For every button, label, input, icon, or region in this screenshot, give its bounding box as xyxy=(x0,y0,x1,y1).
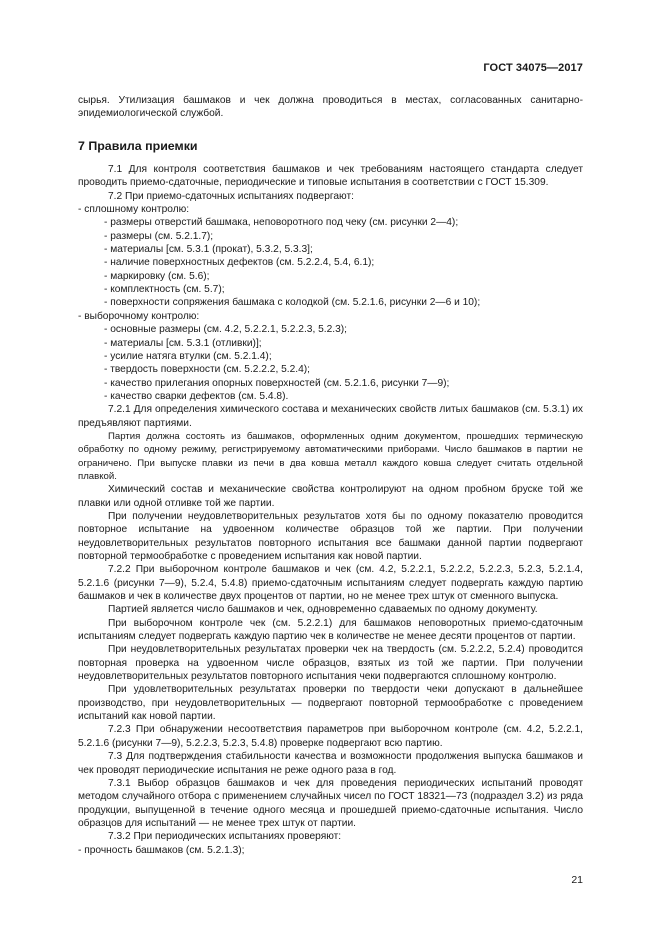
clause-7-3: 7.3 Для подтверждения стабильности качества и возможности продолжения выпуска башмаков и чек проводят периодические испытания не реже одного раза в год. xyxy=(78,751,583,776)
list-item: - размеры (см. 5.2.1.7); xyxy=(104,230,214,242)
full-control-list xyxy=(78,216,583,309)
list-item: - основные размеры (см. 4.2, 5.2.2.1, 5.2.2.3, 5.2.3); xyxy=(104,324,347,336)
list-item: - твердость поверхности (см. 5.2.2.2, 5.2.4); xyxy=(104,364,311,376)
list-item: - качество сварки дефектов (см. 5.4.8). xyxy=(104,390,289,402)
clause-7-2-1: 7.2.1 Для определения химического состава и механических свойств литых башмаков (см. 5.3.1) их предъявляют партиями. xyxy=(78,404,583,429)
list-item: - наличие поверхностных дефектов (см. 5.2.2.4, 5.4, 6.1); xyxy=(104,257,375,269)
hardness-retest-paragraph: При неудовлетворительных результатах проверки чек на твердость (см. 5.2.2.2, 5.2.4) проводится повторная проверка на удвоенном числе образцов, взятых из той же партии. При получении неудовлетворительных результатов повторного испытания чеки подвергаются сплошному контролю. xyxy=(78,644,583,683)
list-item: - качество прилегания опорных поверхностей (см. 5.2.1.6, рисунки 7—9); xyxy=(104,377,450,389)
standard-number: ГОСТ 34075—2017 xyxy=(483,62,583,74)
clause-7-2: 7.2 При приемо-сдаточных испытаниях подвергают: xyxy=(108,190,354,202)
clause-7-3-2: 7.3.2 При периодических испытаниях проверяют: xyxy=(108,831,342,843)
list-item: - усилие натяга втулки (см. 5.2.1.4); xyxy=(104,350,272,362)
list-item: - размеры отверстий башмака, неповоротного под чеку (см. рисунки 2—4); xyxy=(104,217,459,229)
sample-control-list xyxy=(78,323,583,403)
list-item: - материалы [см. 5.3.1 (прокат), 5.3.2, 5.3.3]; xyxy=(104,244,313,256)
list-item: - маркировку (см. 5.6); xyxy=(104,270,210,282)
clause-7-3-1: 7.3.1 Выбор образцов башмаков и чек для проведения периодических испытаний проводят методом случайного отбора с применением случайных чисел по ГОСТ 18321—73 (подраздел 3.2) из ряда продукции, выпущенной в течение одного месяца и прошедшей приемо-сдаточные испытания. Число образцов для испытаний — не менее трех штук от партии. xyxy=(78,777,583,829)
cheka-paragraph: При выборочном контроле чек (см. 5.2.2.1) для башмаков неповоротных приемо-сдаточным испытаниям следует подвергать каждую партию чек в количестве не менее десяти процентов от партии. xyxy=(78,617,583,643)
clause-7-2-3: 7.2.3 При обнаружении несоответствия параметров при выборочном контроле (см. 4.2, 5.2.2.1, 5.2.1.6 (рисунки 7—9), 5.2.2.3, 5.2.3, 5.4.8) проверке подвергают всю партию. xyxy=(78,724,583,749)
chem-paragraph: Химический состав и механические свойства контролируют на одном пробном бруске той же плавки или одной отливке той же партии. xyxy=(78,484,583,509)
hardness-result-paragraph: При удовлетворительных результатах проверки по твердости чеки допускают в дальнейшее производство, при неудовлетворительных — подвергают повторной термообработке с проведением испытаний как новой партии. xyxy=(78,684,583,723)
list-item: - прочность башмаков (см. 5.2.1.3); xyxy=(78,844,245,856)
list-item: - комплектность (см. 5.7); xyxy=(104,284,225,296)
full-control-label: - сплошному контролю: xyxy=(78,204,190,216)
list-item: - поверхности сопряжения башмака с колодкой (см. 5.2.1.6, рисунки 2—6 и 10); xyxy=(104,297,481,309)
page-body xyxy=(78,94,583,857)
section-title: 7 Правила приемки xyxy=(78,138,198,153)
batch-definition-paragraph: Партией является число башмаков и чек, одновременно сдаваемых по одному документу. xyxy=(108,604,538,616)
unsatisfactory-paragraph: При получении неудовлетворительных результатов хотя бы по одному показателю проводится повторное испытание на удвоенном количестве образцов той же партии. При получении неудовлетворительных результатов повторного испытания все башмаки данной партии подвергают повторной термообработке с проведением испытания как новой партии. xyxy=(78,510,583,562)
sample-control-label: - выборочному контролю: xyxy=(78,310,200,322)
list-item: - материалы [см. 5.3.1 (отливки)]; xyxy=(104,337,262,349)
intro-paragraph: сырья. Утилизация башмаков и чек должна проводиться в местах, согласованных санитарно-эпидемиологической службой. xyxy=(78,95,583,120)
batch-paragraph: Партия должна состоять из башмаков, оформленных одним документом, прошедших термическую обработку по одному режиму, регистрируемому автоматическими приборами. Число башмаков в партии не ограничено. При выпуске плавки из печи в два ковша металл каждого ковша следует считать отдельной плавкой. xyxy=(78,430,583,482)
clause-7-2-2: 7.2.2 При выборочном контроле башмаков и чек (см. 4.2, 5.2.2.1, 5.2.2.2, 5.2.2.3, 5.2.3, 5.2.1.4, 5.2.1.6 (рисунки 7—9), 5.2.4, 5.4.8) приемо-сдаточным испытаниям следует подвергать каждую партию башмаков и чек в количестве двух процентов от партии, но не менее трех штук от сменного выпуска. xyxy=(78,564,583,603)
clause-7-1: 7.1 Для контроля соответствия башмаков и чек требованиям настоящего стандарта следует проводить приемо-сдаточные, периодические и типовые испытания в соответствии с ГОСТ 15.309. xyxy=(78,164,583,189)
page-number: 21 xyxy=(571,874,583,886)
